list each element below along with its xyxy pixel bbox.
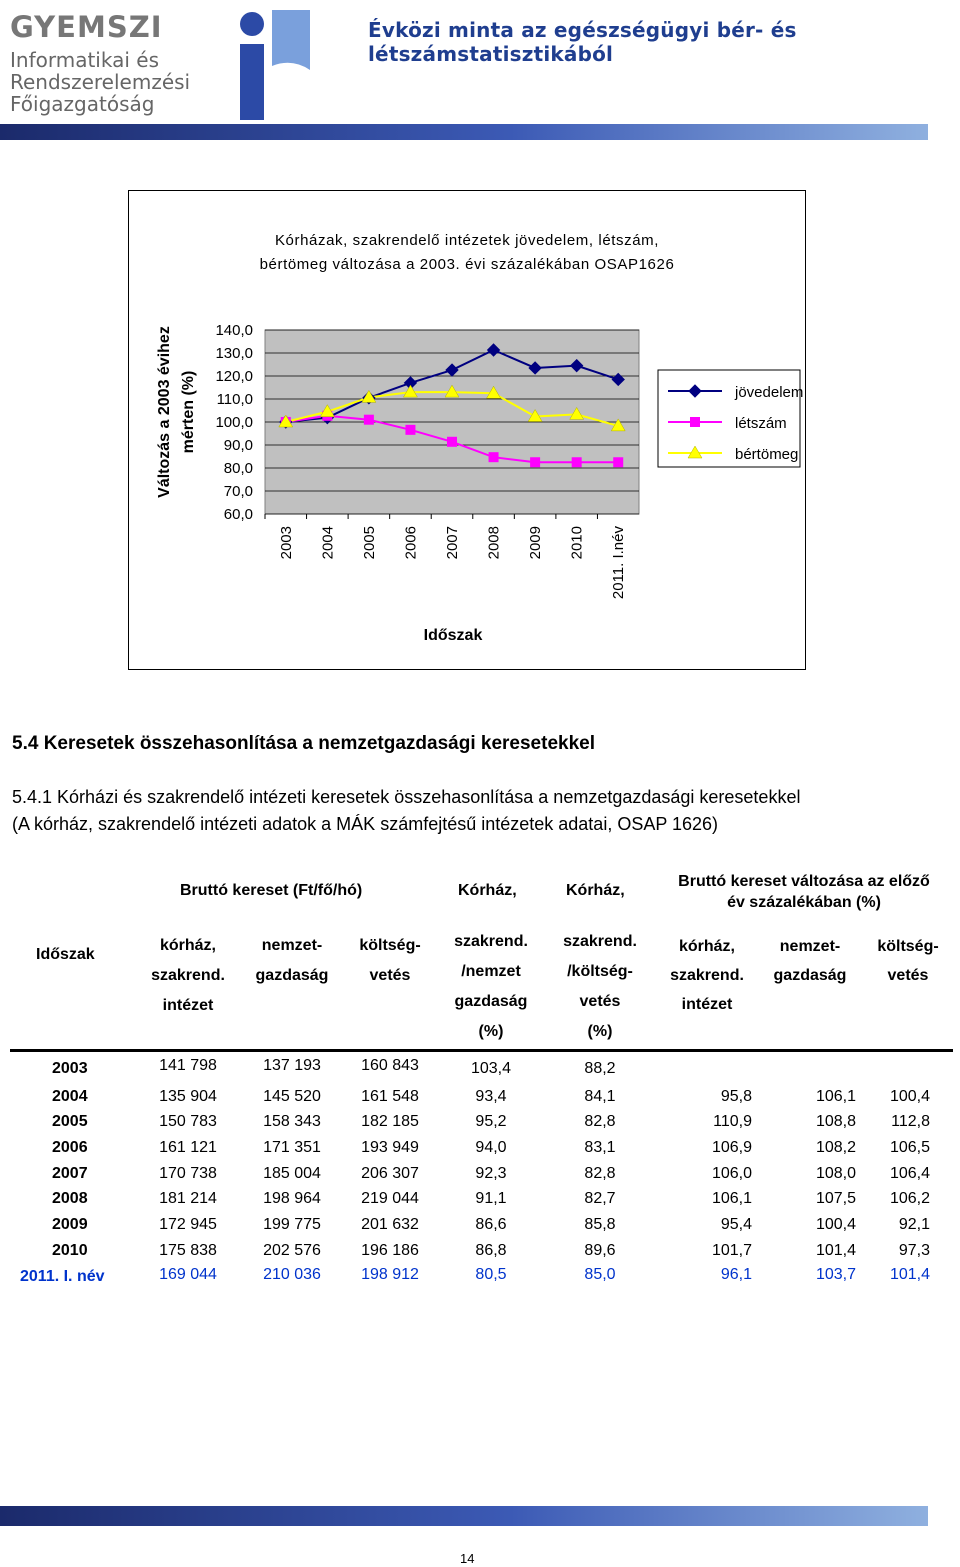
table-cell: 92,3 [475, 1165, 507, 1182]
data-point-létszám [530, 457, 540, 467]
logo-line-4: Főigazgatóság [10, 92, 155, 116]
table-cell: 85,8 [584, 1216, 616, 1233]
data-point-létszám [447, 437, 457, 447]
gyemszi-logo [10, 8, 225, 118]
col-header-idoszak: Időszak [36, 946, 95, 963]
x-tick-label: 2005 [360, 526, 378, 560]
col-header-c4-line: szakrend. [454, 933, 528, 950]
table-cell: 161 548 [361, 1088, 419, 1105]
table-cell: 198 912 [361, 1266, 419, 1283]
col-header-c1-line: kórház, [159, 937, 216, 954]
y-axis-title: Változás a 2003 évihez [156, 326, 173, 498]
x-axis-title: Időszak [423, 627, 483, 644]
table-cell: 106,0 [711, 1165, 752, 1182]
row-period: 2010 [52, 1242, 88, 1259]
source-note: (A kórház, szakrendelő intézeti adatok a MÁK számfejtésű intézetek adatai, OSAP 1626) [12, 814, 719, 834]
chart-title-line-1: Kórházak, szakrendelő intézetek jövedelem, létszám, [274, 232, 660, 249]
table-cell: 182 185 [361, 1113, 419, 1130]
row-period: 2011. I. név [20, 1268, 105, 1285]
table-cell: 150 783 [159, 1113, 217, 1130]
table-cell: 141 798 [159, 1057, 217, 1074]
table-cell: 110,9 [713, 1113, 752, 1130]
col-header-c6-line: intézet [681, 996, 733, 1013]
col-header-c4-line: gazdaság [454, 993, 528, 1010]
table-cell: 82,7 [584, 1190, 616, 1207]
table-cell: 112,8 [891, 1113, 930, 1130]
y-tick-label: 130,0 [215, 345, 253, 362]
table-cell: 106,1 [711, 1190, 752, 1207]
logo-line-3: Rendszerelemzési [10, 70, 191, 94]
table-cell: 199 775 [263, 1216, 321, 1233]
y-axis-title: mérten (%) [180, 370, 197, 454]
table-cell: 219 044 [361, 1190, 419, 1207]
table-cell: 170 738 [159, 1165, 217, 1182]
col-header-c5-line: vetés [579, 993, 621, 1010]
section-heading: 5.4 Keresetek összehasonlítása a nemzetgazdasági keresetekkel [12, 733, 595, 754]
table-cell: 95,2 [475, 1113, 507, 1130]
document-title: Évközi minta az egészségügyi bér- és létszámstatisztikából [368, 18, 797, 66]
data-point-létszám [613, 457, 623, 467]
table-cell: 169 044 [159, 1266, 217, 1283]
table-cell: 106,4 [889, 1165, 930, 1182]
col-header-c5-line: (%) [587, 1023, 613, 1040]
group-header-valtozas-line-1: Bruttó kereset változása az előző [678, 873, 930, 890]
col-header-c3-line: költség- [359, 937, 421, 954]
col-header-c7-line: gazdaság [773, 967, 847, 984]
y-tick-label: 140,0 [215, 322, 253, 339]
table-cell: 101,4 [815, 1242, 856, 1259]
table-cell: 181 214 [159, 1190, 217, 1207]
y-tick-label: 60,0 [223, 506, 253, 523]
col-header-c2-line: gazdaság [255, 967, 329, 984]
table-cell: 82,8 [584, 1165, 616, 1182]
row-period: 2009 [52, 1216, 88, 1233]
line-chart [128, 190, 806, 670]
col-header-c5-line: /költség- [567, 963, 633, 980]
row-period: 2007 [52, 1165, 88, 1182]
page-number: 14 [460, 1551, 475, 1566]
y-tick-label: 110,0 [216, 391, 253, 408]
col-header-c1-line: szakrend. [151, 967, 225, 984]
table-cell: 88,2 [584, 1060, 616, 1077]
x-tick-label: 2009 [527, 526, 545, 560]
data-point-létszám [364, 415, 374, 425]
y-tick-label: 70,0 [223, 483, 253, 500]
table-cell: 135 904 [159, 1088, 217, 1105]
table-cell: 93,4 [475, 1088, 507, 1105]
logo-mark-icon [232, 10, 312, 120]
table-cell: 193 949 [361, 1139, 419, 1156]
table-cell: 106,1 [815, 1088, 856, 1105]
table-cell: 158 343 [263, 1113, 321, 1130]
y-tick-label: 120,0 [215, 368, 253, 385]
table-cell: 171 351 [263, 1139, 321, 1156]
table-cell: 101,4 [889, 1266, 930, 1283]
data-point-létszám [572, 457, 582, 467]
row-period: 2003 [52, 1060, 88, 1077]
table-cell: 100,4 [889, 1088, 930, 1105]
table-cell: 89,6 [584, 1242, 616, 1259]
table-cell: 91,1 [475, 1190, 507, 1207]
data-point-létszám [489, 452, 499, 462]
col-header-c4-line: (%) [478, 1023, 504, 1040]
x-tick-label: 2006 [402, 526, 420, 560]
logo-line-2: Informatikai és [10, 48, 159, 72]
data-point-létszám [405, 425, 415, 435]
table-cell: 97,3 [898, 1242, 930, 1259]
row-period: 2006 [52, 1139, 88, 1156]
col-header-c6-line: szakrend. [670, 967, 744, 984]
x-tick-label: 2010 [568, 526, 586, 560]
table-cell: 145 520 [263, 1088, 321, 1105]
table-cell: 198 964 [263, 1190, 321, 1207]
table-cell: 80,5 [475, 1266, 507, 1283]
table-cell: 137 193 [263, 1057, 321, 1074]
y-tick-label: 100,0 [215, 414, 253, 431]
table-cell: 83,1 [584, 1139, 616, 1156]
group-header-valtozas-line-2: év százalékában (%) [727, 894, 881, 911]
x-tick-label: 2011. I.név [610, 526, 628, 600]
table-cell: 175 838 [159, 1242, 217, 1259]
table-cell: 160 843 [361, 1057, 419, 1074]
footer-gradient-bar [0, 1506, 928, 1526]
group-header-brutto: Bruttó kereset (Ft/fő/hó) [180, 882, 363, 899]
table-cell: 96,1 [720, 1266, 752, 1283]
col-header-c6-line: kórház, [678, 938, 735, 955]
legend-label: bértömeg [735, 446, 799, 463]
header-gradient-bar [0, 124, 928, 140]
table-cell: 103,4 [470, 1060, 512, 1077]
col-header-c2-line: nemzet- [261, 937, 323, 954]
table-cell: 106,5 [889, 1139, 930, 1156]
chart-canvas [128, 190, 806, 670]
table-cell: 84,1 [584, 1088, 616, 1105]
legend-label: jövedelem [735, 384, 804, 401]
x-tick-label: 2004 [319, 526, 337, 560]
table-cell: 206 307 [361, 1165, 419, 1182]
table-cell: 85,0 [584, 1266, 616, 1283]
table-cell: 92,1 [898, 1216, 930, 1233]
y-tick-label: 80,0 [223, 460, 253, 477]
table-cell: 196 186 [361, 1242, 419, 1259]
table-cell: 161 121 [159, 1139, 217, 1156]
table-cell: 108,0 [815, 1165, 856, 1182]
x-tick-label: 2003 [277, 526, 295, 560]
table-cell: 86,6 [475, 1216, 507, 1233]
col-header-c8-line: vetés [887, 967, 929, 984]
col-header-c3-line: vetés [369, 967, 411, 984]
table-cell: 108,2 [815, 1139, 856, 1156]
table-cell: 103,7 [815, 1266, 856, 1283]
chart-title-line-2: bértömeg változása a 2003. évi százalékában OSAP1626 [259, 256, 675, 273]
table-cell: 95,4 [720, 1216, 752, 1233]
col-header-c8-line: költség- [877, 938, 939, 955]
table-cell: 202 576 [263, 1242, 321, 1259]
subsection-heading: 5.4.1 Kórházi és szakrendelő intézeti keresetek összehasonlítása a nemzetgazdasági keresetekkel [12, 787, 801, 807]
legend-label: létszám [735, 415, 787, 432]
table-cell: 94,0 [475, 1139, 507, 1156]
table-cell: 100,4 [815, 1216, 856, 1233]
x-tick-label: 2007 [444, 526, 461, 560]
col-header-c7-line: nemzet- [779, 938, 841, 955]
group-header-korhaz-1: Kórház, [458, 882, 517, 899]
table-cell: 185 004 [263, 1165, 321, 1182]
y-tick-label: 90,0 [223, 437, 253, 454]
table-cell: 106,9 [711, 1139, 752, 1156]
col-header-c4-line: /nemzet [461, 963, 521, 980]
row-period: 2004 [52, 1088, 88, 1105]
table-cell: 106,2 [889, 1190, 930, 1207]
logo-line-1: GYEMSZI [10, 10, 163, 44]
legend-marker-létszám [690, 417, 700, 427]
x-tick-label: 2008 [485, 526, 503, 560]
table-cell: 172 945 [159, 1216, 217, 1233]
table-cell: 95,8 [720, 1088, 752, 1105]
table-cell: 107,5 [815, 1190, 856, 1207]
col-header-c5-line: szakrend. [563, 933, 637, 950]
col-header-c1-line: intézet [162, 997, 214, 1014]
table-cell: 101,7 [711, 1242, 752, 1259]
table-cell: 82,8 [584, 1113, 616, 1130]
row-period: 2005 [52, 1113, 88, 1130]
table-cell: 210 036 [263, 1266, 321, 1283]
table-cell: 201 632 [361, 1216, 419, 1233]
header-rule [10, 1049, 953, 1052]
table-cell: 86,8 [475, 1242, 507, 1259]
row-period: 2008 [52, 1190, 88, 1207]
group-header-korhaz-2: Kórház, [566, 882, 625, 899]
table-cell: 108,8 [815, 1113, 856, 1130]
